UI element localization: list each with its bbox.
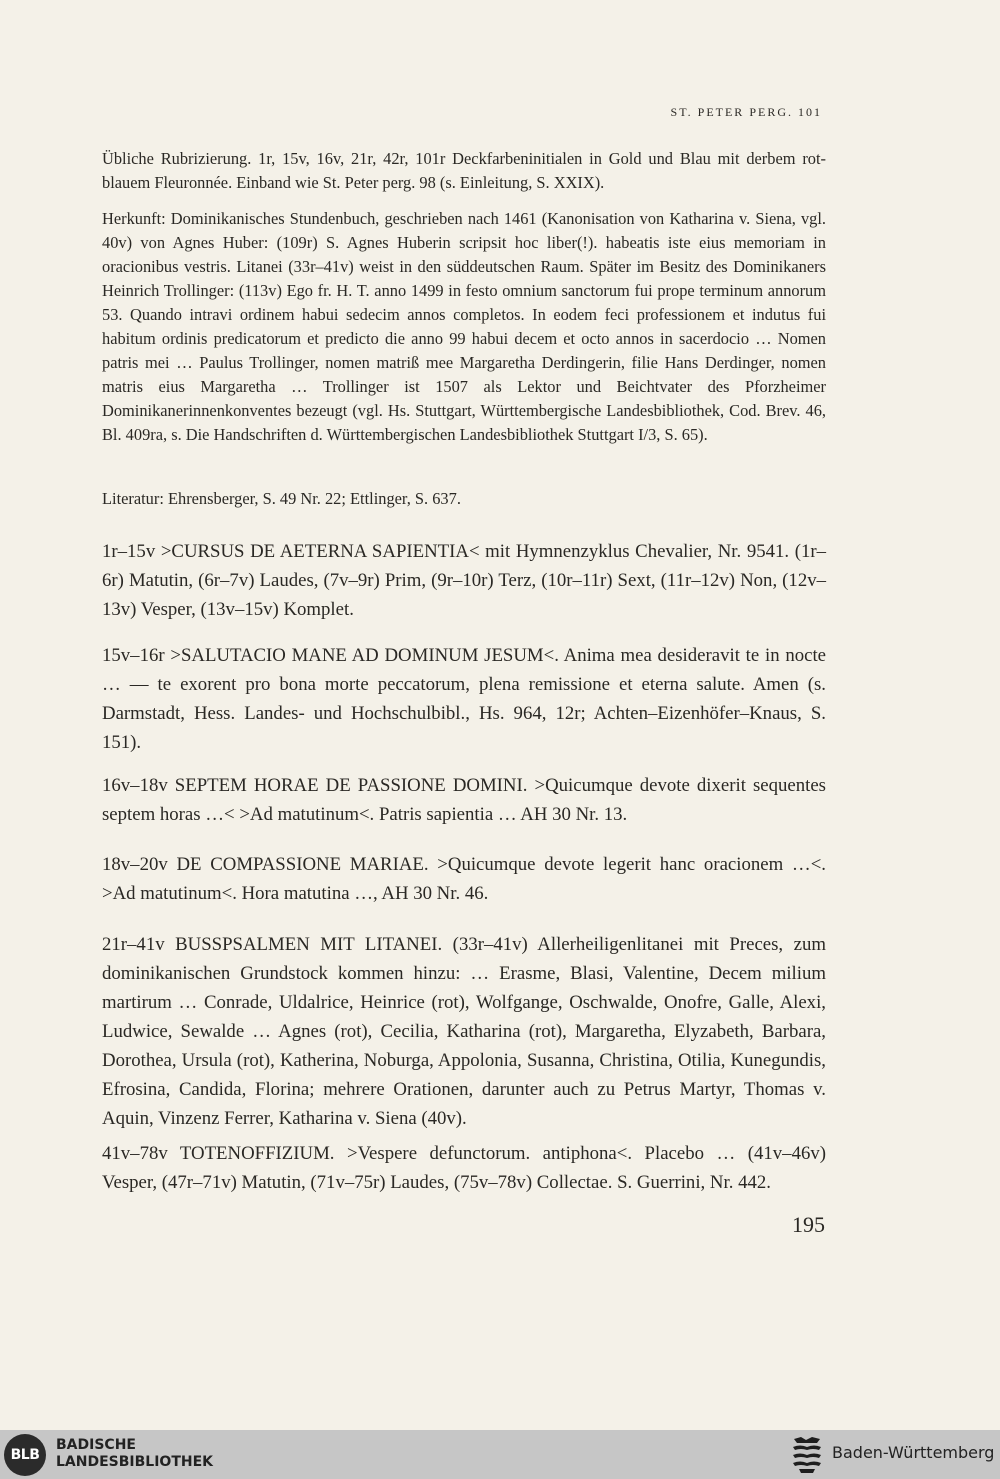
state-name[interactable]: Baden-Württemberg [832,1443,995,1462]
entry-busspsalmen: 21r–41v BUSSPSALMEN MIT LITANEI. (33r–41v) Allerheiligenlitanei mit Preces, zum dominikanischen Grundstock kommen hinzu: … Erasme, Blasi, Valentine, Decem milium martirum … Conrade, Uldalrice, Heinrice (rot), Wolfgange, Oschwalde, Onofre, Galle, Alexi, Ludwice, Sewalde … Agnes (rot), Cecilia, Katharina (rot), Margaretha, Elyzabeth, Barbara, Dorothea, Ursula (rot), Katherina, Noburga, Appolonia, Susanna, Christina, Otilia, Kunegundis, Efrosina, Candida, Florina; mehrere Orationen, darunter auch zu Petrus Martyr, Thomas v. Aquin, Vinzenz Ferrer, Katharina v. Siena (40v). [102,934,826,1129]
library-name-line2: LANDESBIBLIOTHEK [56,1454,214,1470]
entry-septem-horae: 16v–18v SEPTEM HORAE DE PASSIONE DOMINI. >Quicumque devote dixerit sequentes septem horas …< >Ad matutinum<. Patris sapientia … AH 30 Nr. 13. [102,775,826,825]
entry-cursus: 1r–15v >CURSUS DE AETERNA SAPIENTIA< mit Hymnenzyklus Chevalier, Nr. 9541. (1r–6r) Matutin, (6r–7v) Laudes, (7v–9r) Prim, (9r–10r) Terz, (10r–11r) Sext, (11r–12v) Non, (12v–13v) Vesper, (13v–15v) Komplet. [102,541,826,620]
paragraph-literature: Literatur: Ehrensberger, S. 49 Nr. 22; Ettlinger, S. 637. [102,489,461,508]
library-name-line1: BADISCHE [56,1437,136,1453]
entry-compassione: 18v–20v DE COMPASSIONE MARIAE. >Quicumque devote legerit hanc oracionem …<. >Ad matutinum<. Hora matutina …, AH 30 Nr. 46. [102,854,826,904]
page-number: 195 [792,1212,825,1237]
state-coat-of-arms-icon [790,1436,824,1474]
footer-bar [0,1430,1000,1479]
blb-logo-icon[interactable]: BLB [4,1434,46,1476]
entry-totenoffizium: 41v–78v TOTENOFFIZIUM. >Vespere defunctorum. antiphona<. Placebo … (41v–46v) Vesper, (47r–71v) Matutin, (71v–75r) Laudes, (75v–78v) Collectae. S. Guerrini, Nr. 442. [102,1143,826,1193]
paragraph-provenance: Herkunft: Dominikanisches Stundenbuch, geschrieben nach 1461 (Kanonisation von Katharina v. Siena, vgl. 40v) von Agnes Huber: (109r) S. Agnes Huberin scripsit hoc liber(!). habeatis iste eius memoriam in oracionibus vestris. Litanei (33r–41v) weist in den süddeutschen Raum. Später im Besitz des Dominikaners Heinrich Trollinger: (113v) Ego fr. H. T. anno 1499 in festo omnium sanctorum fui prope terminum annorum 53. Quando intravi ordinem habui sedecim annos completos. In eodem feci professionem et indutus fui habitum ordinis predicatorum et predicto die anno 99 habui decem et octo annos in sacerdocio … Nomen patris mei … Paulus Trollinger, nomen matriß mee Margaretha Derdingerin, filie Hans Derdinger, nomen matris eius Margaretha … Trollinger ist 1507 als Lektor und Beichtvater des Pforzheimer Dominikanerinnenkonventes bezeugt (vgl. Hs. Stuttgart, Württembergische Landesbibliothek, Cod. Brev. 46, Bl. 409ra, s. Die Handschriften d. Württembergischen Landesbibliothek Stuttgart I/3, S. 65). [102,209,826,444]
entry-salutacio: 15v–16r >SALUTACIO MANE AD DOMINUM JESUM<. Anima mea desideravit te in nocte … — te exorent pro bona morte peccatorum, plena remissione et eterna salute. Amen (s. Darmstadt, Hess. Landes- und Hochschulbibl., Hs. 964, 12r; Achten–Eizenhöfer–Knaus, S. 151). [102,645,826,753]
running-head: ST. PETER PERG. 101 [670,105,822,119]
library-name[interactable] [56,1437,213,1471]
paragraph-rubrication: Übliche Rubrizierung. 1r, 15v, 16v, 21r, 42r, 101r Deckfarbeninitialen in Gold und Blau mit derbem rot-blauem Fleuronnée. Einband wie St. Peter perg. 98 (s. Einleitung, S. XXIX). [102,149,826,192]
